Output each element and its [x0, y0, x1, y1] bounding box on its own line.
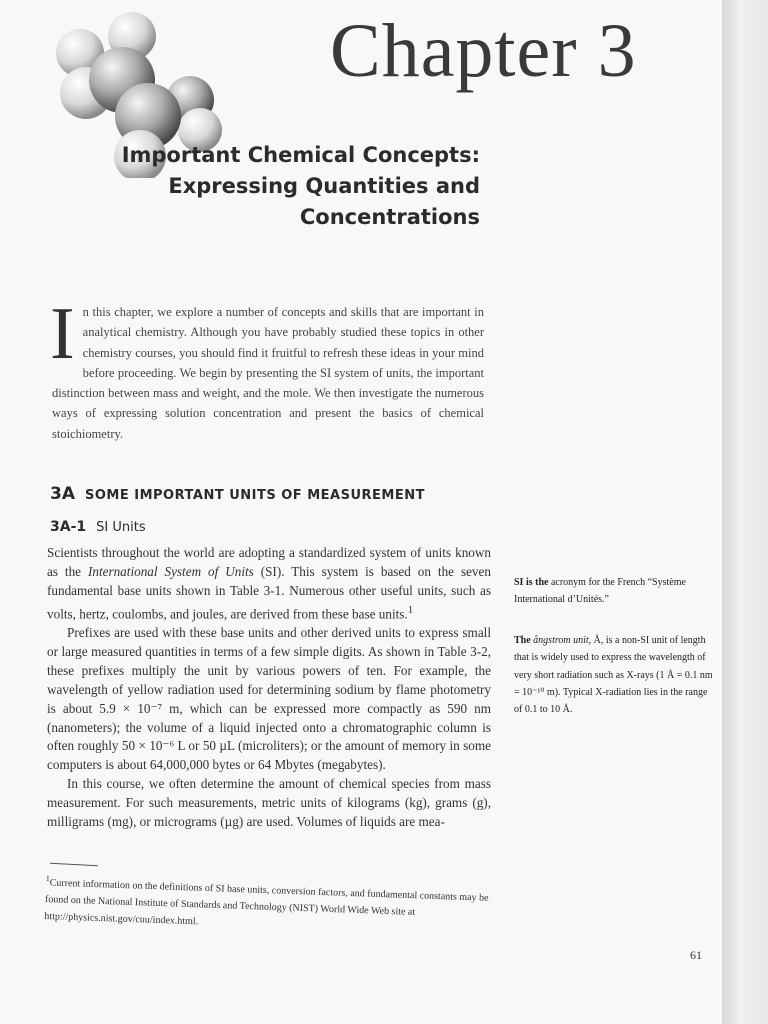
- section-heading: [50, 484, 425, 504]
- section-title: SOME IMPORTANT UNITS OF MEASUREMENT: [85, 488, 425, 503]
- book-spine-shadow: [722, 0, 768, 1024]
- chapter-title: Chapter 3: [330, 9, 637, 93]
- margin-note-bold: SI is the: [514, 577, 549, 588]
- footnote-reference: 1: [407, 603, 414, 616]
- footnote-mark: 1: [45, 873, 51, 884]
- drop-cap: I: [50, 293, 75, 375]
- section-number: 3A: [50, 484, 75, 504]
- intro-text: n this chapter, we explore a number of concepts and skills that are important in analytical chemistry. Although you have probably studied these topics in other chemistry courses, you should find it fruitful to refresh these ideas in your mind before proceeding. We begin by presenting the SI system of units, the important distinction between mass and weight, and the mole. We then investigate the numerous ways of expressing solution concentration and present the basics of chemical stoichiometry.: [52, 305, 484, 441]
- subtitle-line: Important Chemical Concepts:: [121, 143, 480, 167]
- subtitle-line: Expressing Quantities and: [168, 174, 480, 198]
- chapter-subtitle: [60, 140, 480, 233]
- intro-paragraph: [50, 293, 484, 444]
- subtitle-line: Concentrations: [299, 205, 480, 229]
- subsection-heading: [50, 516, 146, 535]
- emphasis-term: International System of Units: [87, 563, 254, 579]
- footnote: [44, 870, 494, 941]
- page-number: 61: [690, 948, 702, 962]
- margin-note-term: ångstrom unit,: [530, 635, 592, 646]
- body-paragraph: In this course, we often determine the amount of chemical species from mass measurement. For such measurements, metric units of kilograms (kg), grams (g), milligrams (mg), or micrograms (µg) are used. Volumes of liquids are mea-: [47, 776, 491, 830]
- margin-note-bold: The: [514, 635, 531, 646]
- margin-note-angstrom: [514, 632, 714, 718]
- body-paragraph: Prefixes are used with these base units and other derived units to express small or large measured quantities in terms of a few simple digits. As shown in Table 3-2, these prefixes multiply the unit by various powers of ten. For example, the wavelength of yellow radiation used for determining sodium by flame photometry is about 5.9 × 10⁻⁷ m, which can be expressed more compactly as 590 nm (nanometers); the volume of a liquid injected onto a chromatographic column is often roughly 50 × 10⁻⁶ L or 50 µL (microliters); or the amount of memory in some computers is about 64,000,000 bytes or 64 Mbytes (megabytes).: [47, 625, 491, 773]
- subsection-number: 3A-1: [50, 519, 87, 535]
- body-text: [47, 544, 491, 832]
- footnote-text: Current information on the definitions of SI base units, conversion factors, and fundamental constants may be found on the National Institute of Standards and Technology (NIST) World Wide Web site at http://physics.nist.gov/cuu/index.html.: [44, 877, 489, 928]
- subsection-title: SI Units: [96, 520, 146, 535]
- footnote-rule: [50, 863, 98, 867]
- margin-note-text: Å, is a non-SI unit of length that is widely used to express the wavelength of very short radiation such as X-rays (1 Å = 0.1 nm = 10⁻¹⁰ m). Typical X-radiation lies in the range of 0.1 to 10 Å.: [514, 635, 713, 716]
- body-paragraph: [47, 544, 491, 624]
- text-run: Scientists throughout the world are adopting a standardized system of units known as the: [47, 545, 491, 579]
- margin-note-text: acronym for the French “Système International d’Unités.”: [514, 577, 686, 606]
- text-run: (SI). This system is based on the seven fundamental base units shown in Table 3-1. Numerous other useful units, such as volts, hertz, coulombs, and joules, are derived from these base units.: [47, 563, 491, 622]
- margin-note-si: [514, 574, 714, 609]
